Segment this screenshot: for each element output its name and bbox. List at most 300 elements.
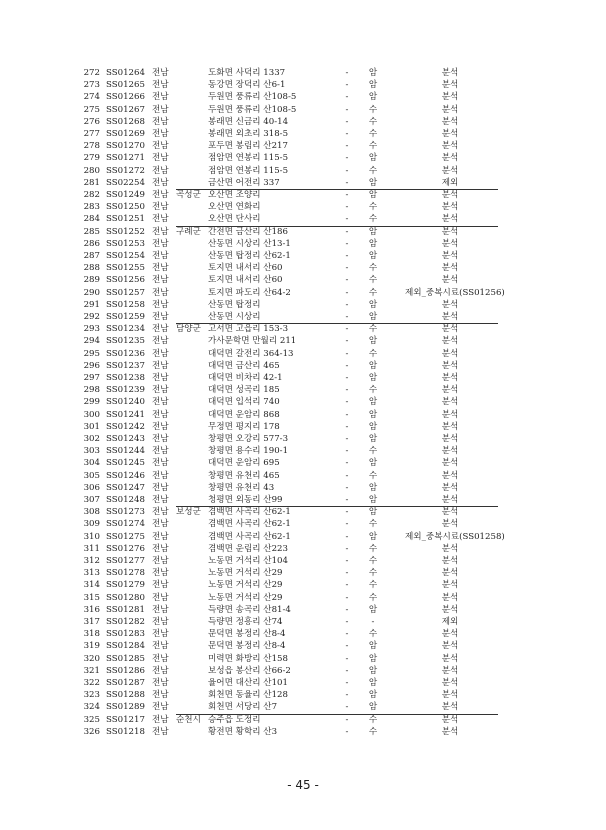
sample-code: SS01253 bbox=[106, 238, 145, 249]
dash-cell: - bbox=[345, 263, 349, 274]
table-row bbox=[0, 177, 606, 189]
dash-cell: - bbox=[345, 482, 349, 493]
sample-code: SS01268 bbox=[106, 116, 145, 127]
table-row bbox=[0, 494, 606, 506]
row-number: 289 bbox=[83, 275, 100, 286]
row-number: 326 bbox=[83, 726, 100, 737]
address: 회천면 동율리 산128 bbox=[208, 690, 288, 701]
result: 분석 bbox=[441, 421, 459, 432]
result: 분석 bbox=[441, 226, 459, 237]
sex: 암 bbox=[368, 690, 378, 701]
province: 전남 bbox=[152, 409, 169, 420]
sex: 수 bbox=[368, 519, 378, 530]
sex: 수 bbox=[368, 592, 378, 603]
table-row bbox=[0, 287, 606, 299]
result: 분석 bbox=[441, 129, 459, 139]
table-row bbox=[0, 457, 606, 469]
dash-cell: - bbox=[345, 641, 349, 652]
province: 전남 bbox=[152, 702, 169, 713]
address: 득량면 정흥리 산74 bbox=[208, 617, 283, 627]
dash-cell: - bbox=[345, 507, 349, 518]
sex: 암 bbox=[368, 299, 378, 310]
province: 전남 bbox=[152, 641, 169, 652]
row-number: 272 bbox=[83, 68, 100, 78]
sex: 암 bbox=[368, 458, 378, 469]
dash-cell: - bbox=[345, 373, 349, 383]
table-row bbox=[0, 140, 606, 152]
row-number: 308 bbox=[83, 507, 100, 518]
province: 전남 bbox=[152, 568, 169, 579]
province: 전남 bbox=[152, 556, 169, 566]
table-row bbox=[0, 323, 606, 335]
row-number: 315 bbox=[83, 592, 100, 603]
sample-code: SS01246 bbox=[106, 470, 145, 481]
row-number: 277 bbox=[83, 129, 100, 139]
dash-cell: - bbox=[345, 385, 349, 396]
row-number: 305 bbox=[83, 470, 100, 481]
sample-code: SS01276 bbox=[106, 543, 145, 554]
dash-cell: - bbox=[345, 617, 349, 627]
row-number: 274 bbox=[83, 92, 100, 103]
row-number: 314 bbox=[83, 580, 100, 591]
address: 토지면 내서리 산60 bbox=[208, 263, 283, 274]
row-number: 301 bbox=[83, 421, 100, 432]
sex: - bbox=[371, 617, 375, 627]
row-number: 322 bbox=[83, 678, 100, 688]
result: 분석 bbox=[441, 678, 459, 688]
sex: 암 bbox=[368, 482, 378, 493]
sample-code: SS01283 bbox=[106, 629, 145, 640]
result: 분석 bbox=[441, 726, 459, 737]
sex: 암 bbox=[368, 336, 378, 347]
dash-cell: - bbox=[345, 556, 349, 566]
county: 담양군 bbox=[176, 324, 201, 335]
province: 전남 bbox=[152, 373, 169, 383]
table-row bbox=[0, 262, 606, 274]
dash-cell: - bbox=[345, 653, 349, 664]
sample-code: SS01257 bbox=[106, 287, 145, 298]
table-row bbox=[0, 531, 606, 543]
row-number: 303 bbox=[83, 446, 100, 457]
result: 분석 bbox=[441, 238, 459, 249]
sex: 수 bbox=[368, 202, 378, 213]
sample-code: SS01241 bbox=[106, 409, 145, 420]
result: 분석 bbox=[441, 385, 459, 396]
result: 제외_중복시료(SS01258) bbox=[405, 531, 505, 542]
dash-cell: - bbox=[345, 543, 349, 554]
address: 두원면 풍류리 산108-5 bbox=[208, 92, 297, 103]
province: 전남 bbox=[152, 543, 169, 554]
result: 분석 bbox=[441, 190, 459, 200]
row-number: 275 bbox=[83, 104, 100, 115]
address: 오산면 단사리 bbox=[208, 214, 261, 225]
table-row bbox=[0, 616, 606, 628]
row-number: 293 bbox=[83, 324, 100, 335]
sample-code: SS01252 bbox=[106, 226, 145, 237]
address: 무정면 평지리 178 bbox=[208, 421, 280, 432]
province: 전남 bbox=[152, 202, 169, 213]
table-row bbox=[0, 604, 606, 616]
sex: 수 bbox=[368, 348, 378, 359]
sex: 암 bbox=[368, 373, 378, 383]
table-row bbox=[0, 128, 606, 140]
address: 봉래면 외초리 318-5 bbox=[208, 129, 289, 139]
sample-code: SS01273 bbox=[106, 507, 145, 518]
sample-code: SS01269 bbox=[106, 129, 145, 139]
row-number: 313 bbox=[83, 568, 100, 579]
dash-cell: - bbox=[345, 251, 349, 261]
address: 노동면 거석리 산104 bbox=[208, 556, 288, 566]
sex: 암 bbox=[368, 226, 378, 237]
address: 오산면 연화리 bbox=[208, 202, 261, 213]
result: 분석 bbox=[441, 458, 459, 469]
row-number: 287 bbox=[83, 251, 100, 261]
sex: 수 bbox=[368, 726, 378, 737]
table-row bbox=[0, 445, 606, 457]
dash-cell: - bbox=[345, 238, 349, 249]
address: 봉래면 신금리 40-14 bbox=[208, 116, 289, 127]
row-number: 299 bbox=[83, 397, 100, 408]
dash-cell: - bbox=[345, 129, 349, 139]
sex: 수 bbox=[368, 580, 378, 591]
row-number: 286 bbox=[83, 238, 100, 249]
address: 대덕면 갈전리 364-13 bbox=[208, 348, 294, 359]
row-number: 320 bbox=[83, 653, 100, 664]
result: 분석 bbox=[441, 604, 459, 615]
result: 분석 bbox=[441, 702, 459, 713]
result: 분석 bbox=[441, 360, 459, 371]
dash-cell: - bbox=[345, 409, 349, 420]
result: 분석 bbox=[441, 568, 459, 579]
table-row bbox=[0, 165, 606, 177]
row-number: 285 bbox=[83, 226, 100, 237]
province: 전남 bbox=[152, 617, 169, 627]
province: 전남 bbox=[152, 421, 169, 432]
sample-code: SS01267 bbox=[106, 104, 145, 115]
sex: 암 bbox=[368, 238, 378, 249]
sex: 암 bbox=[368, 604, 378, 615]
row-number: 295 bbox=[83, 348, 100, 359]
province: 전남 bbox=[152, 385, 169, 396]
row-number: 311 bbox=[83, 543, 100, 554]
sample-code: SS01248 bbox=[106, 495, 145, 505]
table-row bbox=[0, 213, 606, 225]
address: 겸백면 사곡리 산62-1 bbox=[208, 519, 291, 530]
sample-code: SS01254 bbox=[106, 251, 145, 261]
row-number: 298 bbox=[83, 385, 100, 396]
dash-cell: - bbox=[345, 214, 349, 225]
row-number: 307 bbox=[83, 495, 100, 505]
result: 분석 bbox=[441, 507, 459, 518]
sex: 수 bbox=[368, 287, 378, 298]
result: 분석 bbox=[441, 714, 459, 725]
row-number: 310 bbox=[83, 531, 100, 542]
result: 분석 bbox=[441, 397, 459, 408]
dash-cell: - bbox=[345, 690, 349, 701]
result: 분석 bbox=[441, 92, 459, 103]
sample-code: SS01249 bbox=[106, 190, 145, 200]
dash-cell: - bbox=[345, 446, 349, 457]
dash-cell: - bbox=[345, 714, 349, 725]
address: 토지면 내서리 산60 bbox=[208, 275, 283, 286]
result: 분석 bbox=[441, 446, 459, 457]
dash-cell: - bbox=[345, 360, 349, 371]
address: 창평면 유천리 465 bbox=[208, 470, 280, 481]
province: 전남 bbox=[152, 348, 169, 359]
sex: 암 bbox=[368, 665, 378, 676]
dash-cell: - bbox=[345, 568, 349, 579]
address: 고서면 고읍리 153-3 bbox=[208, 324, 289, 335]
row-number: 291 bbox=[83, 299, 100, 310]
result: 분석 bbox=[441, 68, 459, 78]
sex: 수 bbox=[368, 385, 378, 396]
result: 분석 bbox=[441, 116, 459, 127]
dash-cell: - bbox=[345, 531, 349, 542]
province: 전남 bbox=[152, 714, 169, 725]
result: 제외 bbox=[441, 617, 459, 627]
sample-code: SS01274 bbox=[106, 519, 145, 530]
sample-code: SS01275 bbox=[106, 531, 145, 542]
table-row bbox=[0, 104, 606, 116]
table-row bbox=[0, 579, 606, 591]
row-number: 280 bbox=[83, 165, 100, 176]
sex: 수 bbox=[368, 543, 378, 554]
dash-cell: - bbox=[345, 336, 349, 347]
dash-cell: - bbox=[345, 299, 349, 310]
province: 전남 bbox=[152, 312, 169, 322]
address: 산동면 탑정리 bbox=[208, 299, 261, 310]
result: 분석 bbox=[441, 165, 459, 176]
dash-cell: - bbox=[345, 397, 349, 408]
table-row bbox=[0, 384, 606, 396]
row-number: 297 bbox=[83, 373, 100, 383]
province: 전남 bbox=[152, 287, 169, 298]
dash-cell: - bbox=[345, 592, 349, 603]
result: 제외_중복시료(SS01256) bbox=[405, 287, 505, 298]
dash-cell: - bbox=[345, 153, 349, 164]
province: 전남 bbox=[152, 129, 169, 139]
sex: 암 bbox=[368, 409, 378, 420]
table-row bbox=[0, 518, 606, 530]
table-row bbox=[0, 152, 606, 164]
address: 득량면 송곡리 산81-4 bbox=[208, 604, 291, 615]
province: 전남 bbox=[152, 299, 169, 310]
sex: 수 bbox=[368, 470, 378, 481]
address: 토지면 파도리 산64-2 bbox=[208, 287, 291, 298]
address: 대덕면 운암리 868 bbox=[208, 409, 280, 420]
province: 전남 bbox=[152, 690, 169, 701]
dash-cell: - bbox=[345, 226, 349, 237]
group-separator bbox=[176, 714, 498, 715]
table-row bbox=[0, 665, 606, 677]
sample-code: SS01284 bbox=[106, 641, 145, 652]
sex: 암 bbox=[368, 702, 378, 713]
dash-cell: - bbox=[345, 165, 349, 176]
province: 전남 bbox=[152, 580, 169, 591]
address: 창평면 오강리 577-3 bbox=[208, 434, 289, 444]
sample-code: SS01272 bbox=[106, 165, 145, 176]
table-row bbox=[0, 701, 606, 713]
province: 전남 bbox=[152, 263, 169, 274]
address: 미력면 화방리 산158 bbox=[208, 653, 288, 664]
sex: 암 bbox=[368, 251, 378, 261]
sex: 암 bbox=[368, 678, 378, 688]
sex: 수 bbox=[368, 129, 378, 139]
sample-code: SS01251 bbox=[106, 214, 145, 225]
sample-code: SS01255 bbox=[106, 263, 145, 274]
province: 전남 bbox=[152, 470, 169, 481]
sample-code: SS01217 bbox=[106, 714, 145, 725]
row-number: 316 bbox=[83, 604, 100, 615]
province: 전남 bbox=[152, 275, 169, 286]
county: 구례군 bbox=[176, 226, 201, 237]
province: 전남 bbox=[152, 665, 169, 676]
dash-cell: - bbox=[345, 580, 349, 591]
province: 전남 bbox=[152, 604, 169, 615]
address: 노동면 거석리 산29 bbox=[208, 568, 283, 579]
address: 율어면 대산리 산101 bbox=[208, 678, 288, 688]
sample-code: SS01280 bbox=[106, 592, 145, 603]
address: 겸백면 사곡리 산62-1 bbox=[208, 507, 291, 518]
sex: 암 bbox=[368, 360, 378, 371]
sex: 수 bbox=[368, 275, 378, 286]
page-number: - 45 - bbox=[287, 778, 319, 792]
row-number: 324 bbox=[83, 702, 100, 713]
table-row bbox=[0, 116, 606, 128]
row-number: 284 bbox=[83, 214, 100, 225]
table-row bbox=[0, 91, 606, 103]
dash-cell: - bbox=[345, 519, 349, 530]
province: 전남 bbox=[152, 116, 169, 127]
row-number: 312 bbox=[83, 556, 100, 566]
county: 곡성군 bbox=[176, 190, 201, 200]
province: 전남 bbox=[152, 190, 169, 200]
sex: 암 bbox=[368, 434, 378, 444]
table-row bbox=[0, 311, 606, 323]
result: 분석 bbox=[441, 592, 459, 603]
row-number: 288 bbox=[83, 263, 100, 274]
table-row bbox=[0, 409, 606, 421]
row-number: 318 bbox=[83, 629, 100, 640]
result: 분석 bbox=[441, 263, 459, 274]
address: 가사문학면 만월리 211 bbox=[208, 336, 297, 347]
row-number: 325 bbox=[83, 714, 100, 725]
province: 전남 bbox=[152, 629, 169, 640]
row-number: 319 bbox=[83, 641, 100, 652]
dash-cell: - bbox=[345, 177, 349, 188]
address: 회천면 서당리 산7 bbox=[208, 702, 278, 713]
table-row bbox=[0, 421, 606, 433]
dash-cell: - bbox=[345, 678, 349, 688]
address: 청평면 외동리 산99 bbox=[208, 495, 283, 505]
result: 분석 bbox=[441, 275, 459, 286]
result: 분석 bbox=[441, 214, 459, 225]
result: 분석 bbox=[441, 665, 459, 676]
table-row bbox=[0, 250, 606, 262]
sample-code: SS01271 bbox=[106, 153, 145, 164]
sample-code: SS01265 bbox=[106, 80, 145, 91]
result: 분석 bbox=[441, 543, 459, 554]
sample-code: SS01287 bbox=[106, 678, 145, 688]
result: 분석 bbox=[441, 482, 459, 493]
dash-cell: - bbox=[345, 629, 349, 640]
province: 전남 bbox=[152, 104, 169, 115]
province: 전남 bbox=[152, 251, 169, 261]
address: 황전면 황학리 산3 bbox=[208, 726, 278, 737]
group-separator bbox=[176, 226, 498, 227]
table-row bbox=[0, 470, 606, 482]
address: 겸백면 사곡리 산62-1 bbox=[208, 531, 291, 542]
dash-cell: - bbox=[345, 324, 349, 335]
sex: 암 bbox=[368, 507, 378, 518]
sample-code: SS02254 bbox=[106, 177, 145, 188]
row-number: 279 bbox=[83, 153, 100, 164]
result: 분석 bbox=[441, 690, 459, 701]
province: 전남 bbox=[152, 238, 169, 249]
address: 보성읍 봉산리 산66-2 bbox=[208, 665, 291, 676]
row-number: 281 bbox=[83, 177, 100, 188]
sample-code: SS01282 bbox=[106, 617, 145, 627]
table-row bbox=[0, 238, 606, 250]
dash-cell: - bbox=[345, 470, 349, 481]
province: 전남 bbox=[152, 482, 169, 493]
province: 전남 bbox=[152, 446, 169, 457]
sample-code: SS01259 bbox=[106, 312, 145, 322]
sex: 수 bbox=[368, 263, 378, 274]
sample-code: SS01270 bbox=[106, 141, 145, 152]
group-separator bbox=[176, 189, 498, 190]
county: 순천시 bbox=[176, 714, 201, 725]
row-number: 278 bbox=[83, 141, 100, 152]
row-number: 276 bbox=[83, 116, 100, 127]
address: 도화면 사덕리 1337 bbox=[208, 68, 286, 78]
table-row bbox=[0, 592, 606, 604]
province: 전남 bbox=[152, 165, 169, 176]
sample-code: SS01240 bbox=[106, 397, 145, 408]
address: 노동면 거석리 산29 bbox=[208, 592, 283, 603]
result: 분석 bbox=[441, 141, 459, 152]
address: 간전면 금산리 산186 bbox=[208, 226, 288, 237]
sex: 수 bbox=[368, 714, 378, 725]
sample-code: SS01242 bbox=[106, 421, 145, 432]
table-row bbox=[0, 335, 606, 347]
address: 겸백면 운림리 산223 bbox=[208, 543, 288, 554]
sample-code: SS01247 bbox=[106, 482, 145, 493]
county: 보성군 bbox=[176, 507, 201, 518]
address: 노동면 거석리 산29 bbox=[208, 580, 283, 591]
address: 점암면 연봉리 115-5 bbox=[208, 165, 289, 176]
sample-code: SS01250 bbox=[106, 202, 145, 213]
sex: 수 bbox=[368, 104, 378, 115]
dash-cell: - bbox=[345, 348, 349, 359]
dash-cell: - bbox=[345, 190, 349, 200]
row-number: 302 bbox=[83, 434, 100, 444]
address: 포두면 봉림리 산217 bbox=[208, 141, 288, 152]
province: 전남 bbox=[152, 495, 169, 505]
dash-cell: - bbox=[345, 421, 349, 432]
result: 분석 bbox=[441, 202, 459, 213]
province: 전남 bbox=[152, 68, 169, 78]
result: 분석 bbox=[441, 495, 459, 505]
table-row bbox=[0, 628, 606, 640]
sample-code: SS01277 bbox=[106, 556, 145, 566]
sex: 암 bbox=[368, 397, 378, 408]
sample-code: SS01235 bbox=[106, 336, 145, 347]
address: 대덕면 비차리 42-1 bbox=[208, 373, 283, 383]
address: 산동면 탑정리 산62-1 bbox=[208, 251, 291, 261]
table-row bbox=[0, 226, 606, 238]
province: 전남 bbox=[152, 592, 169, 603]
